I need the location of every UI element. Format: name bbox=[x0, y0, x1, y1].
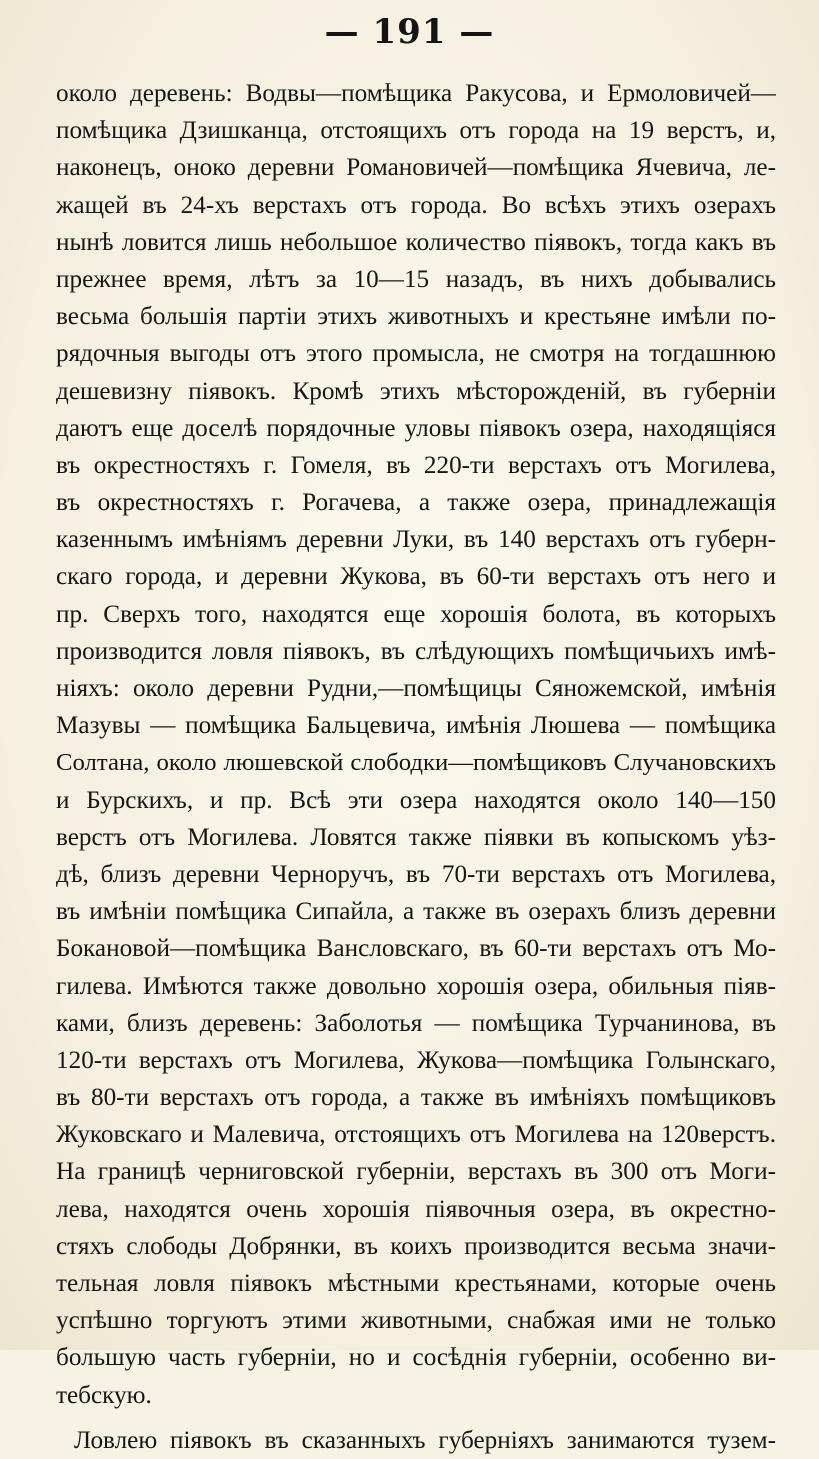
text-line: около деревень: Водвы—помѣщика Ракусова, и Ермоловичей— bbox=[56, 80, 776, 107]
text-line: Мазувы — помѣщика Бальцевича, имѣнія Люшева — помѣщика bbox=[56, 712, 776, 740]
page-body bbox=[56, 75, 776, 1459]
text-line: помѣщика Дзишканца, отстоящихъ отъ города на 19 верстъ, и, bbox=[56, 117, 776, 145]
text-line: успѣшно торгуютъ этими животными, снабжая ими не только bbox=[56, 1307, 776, 1335]
paragraph bbox=[56, 75, 776, 1414]
text-line: прежнее время, лѣтъ за 10—15 назадъ, въ нихъ добывались bbox=[56, 265, 776, 293]
text-line: даютъ еще доселѣ порядочные уловы піявокъ озера, находящіяся bbox=[56, 414, 776, 442]
paragraph-gap bbox=[56, 1414, 776, 1422]
text-line: На границѣ черниговской губерніи, верстахъ въ 300 отъ Моги- bbox=[56, 1158, 776, 1186]
text-line: Солтана, около люшевской слободки—помѣщиковъ Случановскихъ bbox=[56, 749, 776, 777]
text-line: наконецъ, оноко деревни Романовичей—помѣщика Ячевича, ле- bbox=[56, 154, 776, 182]
text-line: Жуковскаго и Малевича, отстоящихъ отъ Могилева на 120верстъ. bbox=[56, 1121, 776, 1149]
text-line: дешевизну піявокъ. Кромѣ этихъ мѣсторожденій, въ губерніи bbox=[56, 377, 776, 405]
text-line: скаго города, и деревни Жукова, въ 60-ти верстахъ отъ него и bbox=[56, 563, 776, 591]
text-line: производится ловля піявокъ, въ слѣдующихъ помѣщичьихъ имѣ- bbox=[56, 637, 776, 665]
text-line: рядочныя выгоды отъ этого промысла, не смотря на тогдашнюю bbox=[56, 340, 776, 368]
text-line: жащей въ 24-хъ верстахъ отъ города. Во всѣхъ этихъ озерахъ bbox=[56, 191, 776, 219]
text-line: весьма большія партіи этихъ животныхъ и крестьяне имѣли по- bbox=[56, 303, 776, 331]
text-line: большую часть губерніи, но и сосѣднія губерніи, особенно ви- bbox=[56, 1344, 776, 1372]
text-line: гилева. Имѣются также довольно хорошія озера, обильныя піяв- bbox=[56, 972, 776, 1000]
text-line: Ловлею піявокъ въ сказанныхъ губерніяхъ занимаются тузем- bbox=[74, 1426, 776, 1454]
text-line: тебскую. bbox=[56, 1381, 152, 1409]
text-line: верстъ отъ Могилева. Ловятся также піявки въ копыскомъ уѣз- bbox=[56, 823, 776, 851]
text-line: стяхъ слободы Добрянки, въ коихъ производится весьма значи- bbox=[56, 1232, 776, 1260]
text-line: въ 80-ти верстахъ отъ города, а также въ имѣніяхъ помѣщиковъ bbox=[56, 1084, 776, 1112]
text-line: тельная ловля піявокъ мѣстными крестьянами, которые очень bbox=[56, 1270, 776, 1297]
text-line: дѣ, близъ деревни Черноручъ, въ 70-ти верстахъ отъ Могилева, bbox=[56, 860, 776, 888]
text-line: 120-ти верстахъ отъ Могилева, Жукова—помѣщика Голынскаго, bbox=[56, 1046, 776, 1074]
text-line: лева, находятся очень хорошія піявочныя озера, въ окрестно- bbox=[56, 1195, 776, 1223]
text-line: и Бурскихъ, и пр. Всѣ эти озера находятся около 140—150 bbox=[56, 786, 776, 814]
text-line: пр. Сверхъ того, находятся еще хорошія болота, въ которыхъ bbox=[56, 600, 776, 628]
text-line: въ окрестностяхъ г. Рогачева, а также озера, принадлежащія bbox=[56, 489, 776, 517]
text-line: казеннымъ имѣніямъ деревни Луки, въ 140 верстахъ отъ губерн- bbox=[56, 526, 776, 554]
page-number: — 191 — bbox=[324, 12, 495, 52]
text-line: въ окрестностяхъ г. Гомеля, въ 220-ти верстахъ отъ Могилева, bbox=[56, 451, 776, 479]
text-line: Бокановой—помѣщика Вансловскаго, въ 60-ти верстахъ отъ Мо- bbox=[56, 935, 776, 963]
text-line: въ имѣніи помѣщика Сипайла, а также въ озерахъ близъ деревни bbox=[56, 898, 776, 926]
text-line: ками, близъ деревень: Заболотья — помѣщика Турчанинова, въ bbox=[56, 1009, 776, 1037]
text-line: ніяхъ: около деревни Рудни,—помѣщицы Сяножемской, имѣнія bbox=[56, 675, 776, 702]
paragraph bbox=[56, 1422, 776, 1459]
text-line: нынѣ ловится лишь небольшое количество піявокъ, тогда какъ въ bbox=[56, 228, 776, 256]
